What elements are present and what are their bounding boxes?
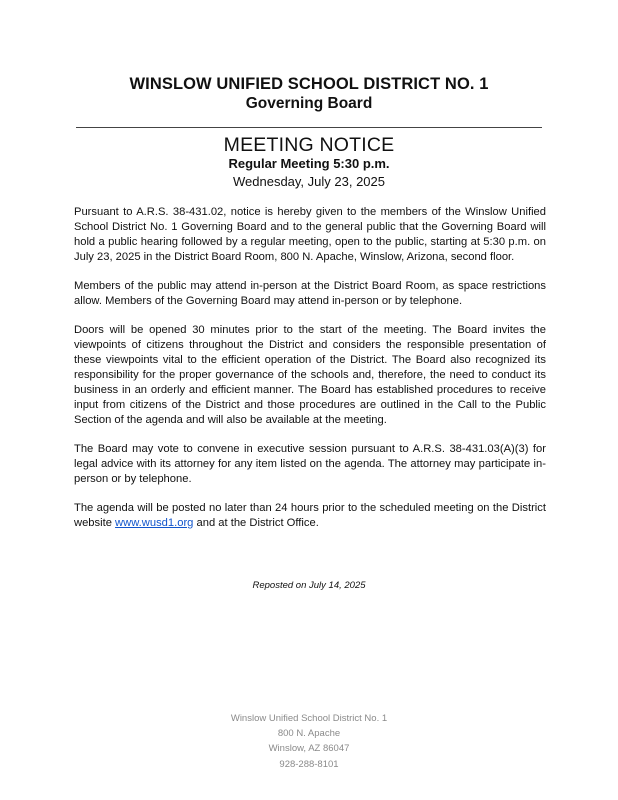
meeting-type: Regular Meeting 5:30 p.m. — [228, 156, 390, 171]
footer-city: Winslow, AZ 86047 — [268, 743, 350, 755]
paragraph-executive-session: The Board may vote to convene in executive session pursuant to A.R.S. 38-431.03(A)(3) for legal advice with its attorney for any item listed on the agenda. The attorney may participate in-person or by telephone. — [74, 443, 546, 485]
district-title: WINSLOW UNIFIED SCHOOL DISTRICT NO. 1 — [129, 75, 489, 93]
footer-street: 800 N. Apache — [277, 728, 341, 740]
paragraph-agenda — [74, 501, 546, 531]
district-website-link[interactable]: www.wusd1.org — [115, 517, 194, 529]
footer-address — [0, 711, 618, 772]
board-title: Governing Board — [245, 95, 373, 112]
notice-body — [74, 205, 546, 545]
header-divider — [76, 127, 542, 128]
meeting-date: Wednesday, July 23, 2025 — [232, 174, 385, 189]
agenda-text-start: The agenda will be posted no later than 24 hours prior to the scheduled meeting on the District website — [74, 502, 546, 529]
paragraph-hearing: Pursuant to A.R.S. 38-431.02, notice is hereby given to the members of the Winslow Unified School District No. 1 Governing Board and to the general public that the Governing Board will hold a public hearing followed by a regular meeting, open to the public, starting at 5:30 p.m. on July 23, 2025 in the District Board Room, 800 N. Apache, Winslow, Arizona, second floor. — [74, 206, 546, 263]
footer-phone: 928-288-8101 — [279, 758, 339, 770]
footer-district-name: Winslow Unified School District No. 1 — [230, 713, 388, 724]
paragraph-attendance: Members of the public may attend in-person at the District Board Room, as space restrictions allow. Members of the Governing Board may attend in-person or by telephone. — [74, 280, 546, 307]
agenda-text-end: and at the District Office. — [193, 517, 319, 529]
notice-title: MEETING NOTICE — [223, 134, 395, 156]
paragraph-procedures: Doors will be opened 30 minutes prior to the start of the meeting. The Board invites the viewpoints of citizens throughout the District and considers the responsible presentation of these viewpoints vital to the efficient operation of the District. The Board also recognized its responsibility for the proper governance of the schools and, therefore, the need to conduct its business in an orderly and efficient manner. The Board has established procedures to receive input from citizens of the District and those procedures are outlined in the Call to the Public Section of the agenda and will also be available at the meeting. — [74, 324, 546, 426]
reposted-date: Reposted on July 14, 2025 — [252, 580, 366, 591]
